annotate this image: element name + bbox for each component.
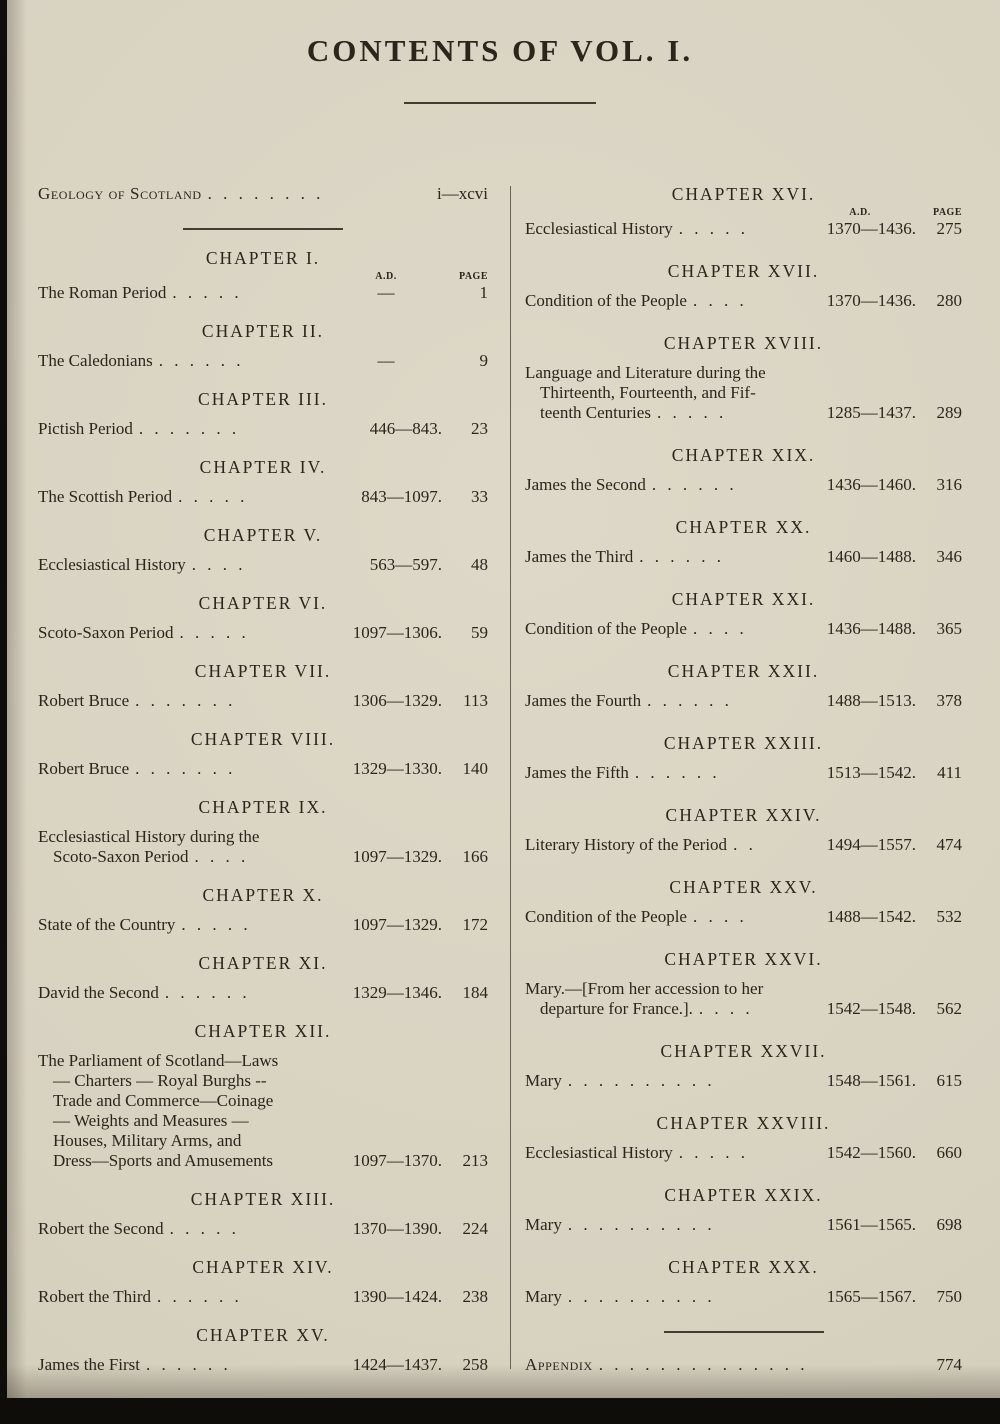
chapter-block [525,184,962,239]
entry-title [38,1355,330,1375]
entry-ad-range: 1370—1436. [826,291,916,310]
toc-entry [38,351,488,371]
entry-title [38,983,330,1003]
entry-page-number: 224 [462,1219,488,1238]
entry-title-line: Geology of Scotland . . . . . . . . [38,184,324,203]
chapter-heading: CHAPTER XXIX. [664,1185,823,1205]
left-column [38,184,494,1375]
entry-ad-range: 1436—1488. [826,619,916,638]
entry-page-number: 184 [462,983,488,1002]
entry-ad-range: 1370—1436. [826,219,916,238]
chapter-heading: CHAPTER XXVI. [664,949,823,969]
entry-ad-range: 1561—1565. [826,1215,916,1234]
toc-entry [525,979,962,1019]
entry-ad-range: 1329—1346. [352,983,442,1002]
dot-leader: . . . . . [179,623,250,642]
entry-page-number: 474 [936,835,962,854]
entry-ad-range: — [377,351,395,370]
toc-entry [38,1219,488,1239]
entry-title-line: Condition of the People . . . . [525,619,748,638]
entry-page-number: 172 [462,915,488,934]
entry-ad-range: 1488—1513. [826,691,916,710]
dot-leader: . . . . . . [634,763,721,782]
entry-title-line: Literary History of the Period . . [525,835,757,854]
entry-page-number: 1 [479,283,488,302]
chapter-heading: CHAPTER XX. [675,517,812,537]
entry-title [525,979,804,1019]
entry-title-line: Houses, Military Arms, and [53,1131,242,1150]
chapter-heading: CHAPTER XIV. [192,1257,334,1277]
entry-title-line: Robert Bruce . . . . . . . [38,691,236,710]
entry-ad-range: 1097—1329. [352,847,442,866]
dot-leader: . . . . . [181,915,252,934]
chapter-block [525,589,962,639]
book-page [7,0,1000,1398]
entry-page-number: 258 [462,1355,488,1374]
dot-leader: . . . . . . [164,983,251,1002]
entry-title-line: departure for France.]. . . . . [540,999,754,1018]
entry-title [525,547,804,567]
entry-title-line: Appendix . . . . . . . . . . . . . . [525,1355,808,1374]
entry-ad-range: 1306—1329. [352,691,442,710]
toc-entry [38,691,488,711]
entry-title-line: Trade and Commerce—Coinage [53,1091,274,1110]
entry-title [525,1215,804,1235]
entry-title [525,363,804,423]
toc-entry [38,419,488,439]
entry-title-line: James the Second . . . . . . [525,475,738,494]
chapter-block [525,805,962,855]
dot-leader: . . . . . . . . . . [567,1071,716,1090]
entry-title [38,1051,330,1171]
dot-leader: . . . . . . . . . . [567,1287,716,1306]
chapter-heading: CHAPTER VI. [198,593,328,613]
entry-page-number: 411 [937,763,962,782]
entry-ad-range: 1542—1560. [826,1143,916,1162]
dot-leader: . . . . . . . [135,759,236,778]
entry-ad-range: 1097—1370. [352,1151,442,1170]
chapter-heading: CHAPTER XXIII. [663,733,824,753]
chapter-block [525,1257,962,1307]
dot-leader: . . . . . [678,219,749,238]
toc-entry [525,907,962,927]
entry-ad-range: 1513—1542. [826,763,916,782]
entry-page-number: 238 [462,1287,488,1306]
entry-page-number: 615 [936,1071,962,1090]
ad-column-label: A.D. [375,271,397,282]
chapter-heading: CHAPTER XVII. [667,261,820,281]
section-rule [183,228,343,230]
entry-page-number: 48 [471,555,488,574]
chapter-heading: CHAPTER XII. [194,1021,332,1041]
entry-title [38,184,437,204]
entry-title-line: Mary.—[From her accession to her [525,979,764,998]
entry-title-line: Scoto-Saxon Period . . . . . [38,623,250,642]
toc-entry [525,1143,962,1163]
toc-entry [38,1051,488,1171]
entry-title [525,1287,804,1307]
dot-leader: . . [733,835,757,854]
dot-leader: . . . . . . [146,1355,232,1374]
dot-leader: . . . . . [678,1143,749,1162]
toc-entry [38,184,488,204]
dot-leader: . . . . . . . [138,419,240,438]
entry-title-line: Robert Bruce . . . . . . . [38,759,236,778]
entry-title [38,827,330,867]
entry-page-number: 378 [936,691,962,710]
entry-page-number: 275 [936,219,962,238]
entry-ad-range: 1548—1561. [826,1071,916,1090]
entry-ad-range: 1565—1567. [826,1287,916,1306]
entry-page-number: 33 [471,487,488,506]
entry-title-line: James the Fourth . . . . . . [525,691,733,710]
chapter-block [38,321,488,371]
chapter-block [38,797,488,867]
entry-title-line: Mary . . . . . . . . . . [525,1071,716,1090]
entry-title [38,419,330,439]
toc-entry [525,475,962,495]
entry-title-line: Condition of the People . . . . [525,907,748,926]
chapter-heading: CHAPTER I. [205,248,321,268]
chapter-block [38,729,488,779]
chapter-heading: CHAPTER XVI. [671,184,816,204]
column-headers-spacer [38,271,330,282]
entry-ad-range: 843—1097. [361,487,442,506]
entry-title [525,1143,804,1163]
entry-title-line: David the Second . . . . . . [38,983,251,1002]
toc-entry [38,623,488,643]
entry-title [38,759,330,779]
dot-leader: . . . . . . [639,547,725,566]
chapter-block [525,661,962,711]
entry-title-line: James the First . . . . . . [38,1355,232,1374]
entry-title [38,283,330,303]
toc-entry [525,547,962,567]
chapter-block [525,877,962,927]
chapter-block [525,517,962,567]
entry-page-number: 750 [936,1287,962,1306]
chapter-heading: CHAPTER XXII. [667,661,820,681]
chapter-block [38,1325,488,1375]
chapter-heading: CHAPTER X. [202,885,324,905]
dot-leader: . . . . . . . . . . [567,1215,716,1234]
chapter-heading: CHAPTER XXI. [671,589,816,609]
dot-leader: . . . . . . [157,1287,243,1306]
entry-ad-range: 1488—1542. [826,907,916,926]
entry-ad-range: 1460—1488. [826,547,916,566]
toc-entry [38,283,488,303]
toc-entry [38,1287,488,1307]
ad-column-label: A.D. [849,207,871,218]
dot-leader: . . . . [191,555,247,574]
entry-ad-range: 1424—1437. [352,1355,442,1374]
entry-ad-range: 1097—1329. [352,915,442,934]
entry-title-line: Ecclesiastical History . . . . [38,555,247,574]
entry-page-number: 346 [936,547,962,566]
entry-page-number: 166 [462,847,488,866]
entry-page-number: i—xcvi [437,184,488,203]
chapter-block [525,1113,962,1163]
toc-entry [38,827,488,867]
column-headers-spacer [525,207,804,218]
chapter-heading: CHAPTER XIX. [671,445,816,465]
entry-title-line: The Scottish Period . . . . . [38,487,248,506]
entry-ad-range: 446—843. [369,419,442,438]
chapter-heading: CHAPTER II. [201,321,325,341]
toc-entry [525,691,962,711]
entry-title-line: Ecclesiastical History . . . . . [525,1143,749,1162]
dot-leader: . . . . [692,291,748,310]
toc-entry [525,1071,962,1091]
toc-entry [38,983,488,1003]
entry-title [38,915,330,935]
dot-leader: . . . . . [169,1219,240,1238]
entry-title [525,619,804,639]
entry-title-line: James the Fifth . . . . . . [525,763,721,782]
column-divider [510,186,511,1369]
entry-page-number: 532 [936,907,962,926]
toc-entry [525,619,962,639]
entry-ad-range: 1390—1424. [352,1287,442,1306]
entry-ad-range: 1370—1390. [352,1219,442,1238]
chapter-heading: CHAPTER VIII. [190,729,336,749]
entry-title [38,1219,330,1239]
chapter-block [525,445,962,495]
entry-title-line: Ecclesiastical History during the [38,827,260,846]
entry-ad-range: 1097—1306. [352,623,442,642]
entry-page-number: 698 [936,1215,962,1234]
entry-ad-range: — [377,283,395,302]
entry-page-number: 365 [936,619,962,638]
dot-leader: . . . . . . . . . . . . . . [598,1355,808,1374]
entry-ad-range: 1436—1460. [826,475,916,494]
toc-entry [38,1355,488,1375]
chapter-heading: CHAPTER IV. [199,457,327,477]
entry-title-line: Thirteenth, Fourteenth, and Fif- [540,383,756,402]
toc-entry [525,1287,962,1307]
chapter-block [38,1189,488,1239]
entry-title [525,219,804,239]
section-rule [664,1331,824,1333]
entry-page-number: 289 [936,403,962,422]
entry-title-line: The Parliament of Scotland—Laws [38,1051,279,1070]
entry-ad-range: 563—597. [369,555,442,574]
entry-page-number: 280 [936,291,962,310]
entry-title [525,835,804,855]
entry-title-line: Ecclesiastical History . . . . . [525,219,749,238]
entry-title [525,691,804,711]
toc-entry [525,835,962,855]
entry-title-line: James the Third . . . . . . [525,547,725,566]
chapter-heading: CHAPTER IX. [198,797,328,817]
entry-title-line: Scoto-Saxon Period . . . . [53,847,249,866]
dot-leader: . . . . [194,847,249,866]
chapter-block [38,1257,488,1307]
entry-title-line: Language and Literature during the [525,363,766,382]
chapter-heading: CHAPTER XVIII. [663,333,824,353]
entry-title-line: State of the Country . . . . . [38,915,252,934]
entry-title [38,351,330,371]
chapter-heading: CHAPTER XXIV. [665,805,822,825]
entry-ad-range: 1285—1437. [826,403,916,422]
entry-title-line: Condition of the People . . . . [525,291,748,310]
toc-entry [38,487,488,507]
page-column-label: PAGE [458,271,488,282]
dot-leader: . . . . . . . [135,691,236,710]
entry-title [525,291,804,311]
entry-ad-range: 1494—1557. [826,835,916,854]
chapter-block [525,333,962,423]
entry-page-number: 213 [462,1151,488,1170]
chapter-heading: CHAPTER XV. [196,1325,330,1345]
entry-page-number: 23 [471,419,488,438]
chapter-block [525,949,962,1019]
chapter-block [38,953,488,1003]
entry-title-line: The Roman Period . . . . . [38,283,243,302]
chapter-heading: CHAPTER XXV. [669,877,818,897]
dot-leader: . . . . . . [647,691,733,710]
chapter-block [525,1185,962,1235]
chapter-block [38,593,488,643]
chapter-heading: CHAPTER XXVIII. [656,1113,831,1133]
entry-page-number: 316 [936,475,962,494]
entry-page-number: 562 [936,999,962,1018]
entry-title-line: Dress—Sports and Amusements [53,1151,274,1170]
dot-leader: . . . . . [172,283,243,302]
chapter-heading: CHAPTER XI. [198,953,328,973]
entry-title [525,763,804,783]
toc-entry [38,915,488,935]
entry-page-number: 774 [936,1355,962,1374]
dot-leader: . . . . . . [158,351,244,370]
page-title: CONTENTS OF VOL. I. [306,33,694,68]
chapter-block [525,261,962,311]
dot-leader: . . . . . [178,487,248,506]
chapter-block [38,661,488,711]
toc-columns [38,184,962,1375]
toc-entry [525,1215,962,1235]
dot-leader: . . . . . [656,403,727,422]
entry-page-number: 113 [463,691,488,710]
dot-leader: . . . . [692,907,748,926]
entry-page-number: 59 [471,623,488,642]
toc-block [38,184,488,204]
column-headers [525,207,962,218]
toc-entry [525,763,962,783]
entry-title [38,1287,330,1307]
chapter-block [38,389,488,439]
dot-leader: . . . . [698,999,754,1018]
entry-title-line: — Charters — Royal Burghs -- [53,1071,267,1090]
entry-title [525,907,804,927]
chapter-block [38,248,488,303]
toc-entry [38,759,488,779]
entry-ad-range: 1329—1330. [352,759,442,778]
entry-ad-range: 1542—1548. [826,999,916,1018]
chapter-block [38,1021,488,1171]
chapter-block [525,1041,962,1091]
toc-entry [525,363,962,423]
entry-title [525,1071,804,1091]
chapter-heading: CHAPTER XXX. [668,1257,819,1277]
entry-title-line: Mary . . . . . . . . . . [525,1215,716,1234]
entry-title-line: Mary . . . . . . . . . . [525,1287,716,1306]
toc-block [525,1355,962,1375]
dot-leader: . . . . . . . . [207,184,324,203]
entry-page-number: 140 [462,759,488,778]
chapter-block [38,885,488,935]
entry-title-line: Robert the Third . . . . . . [38,1287,243,1306]
entry-title-line: The Caledonians . . . . . . [38,351,244,370]
chapter-heading: CHAPTER XXVII. [660,1041,827,1061]
page-column-label: PAGE [932,207,962,218]
dot-leader: . . . . [692,619,748,638]
chapter-block [38,525,488,575]
entry-title [38,691,330,711]
column-headers [38,271,488,282]
entry-page-number: 9 [479,351,488,370]
entry-title [525,1355,916,1375]
toc-entry [38,555,488,575]
chapter-heading: CHAPTER VII. [194,661,332,681]
title-rule [404,102,596,104]
toc-entry [525,219,962,239]
toc-entry [525,291,962,311]
entry-title-line: Robert the Second . . . . . [38,1219,240,1238]
entry-title [38,555,330,575]
chapter-block [38,457,488,507]
toc-entry [525,1355,962,1375]
dot-leader: . . . . . . [651,475,738,494]
entry-title-line: Pictish Period . . . . . . . [38,419,240,438]
chapter-heading: CHAPTER XIII. [190,1189,336,1209]
entry-title-line: teenth Centuries . . . . . [540,403,727,422]
entry-title-line: — Weights and Measures — [53,1111,249,1130]
chapter-block [525,733,962,783]
entry-title [38,623,330,643]
entry-title [38,487,330,507]
right-column [525,184,962,1375]
entry-page-number: 660 [936,1143,962,1162]
chapter-heading: CHAPTER III. [198,389,328,409]
entry-title [525,475,804,495]
chapter-heading: CHAPTER V. [203,525,323,545]
